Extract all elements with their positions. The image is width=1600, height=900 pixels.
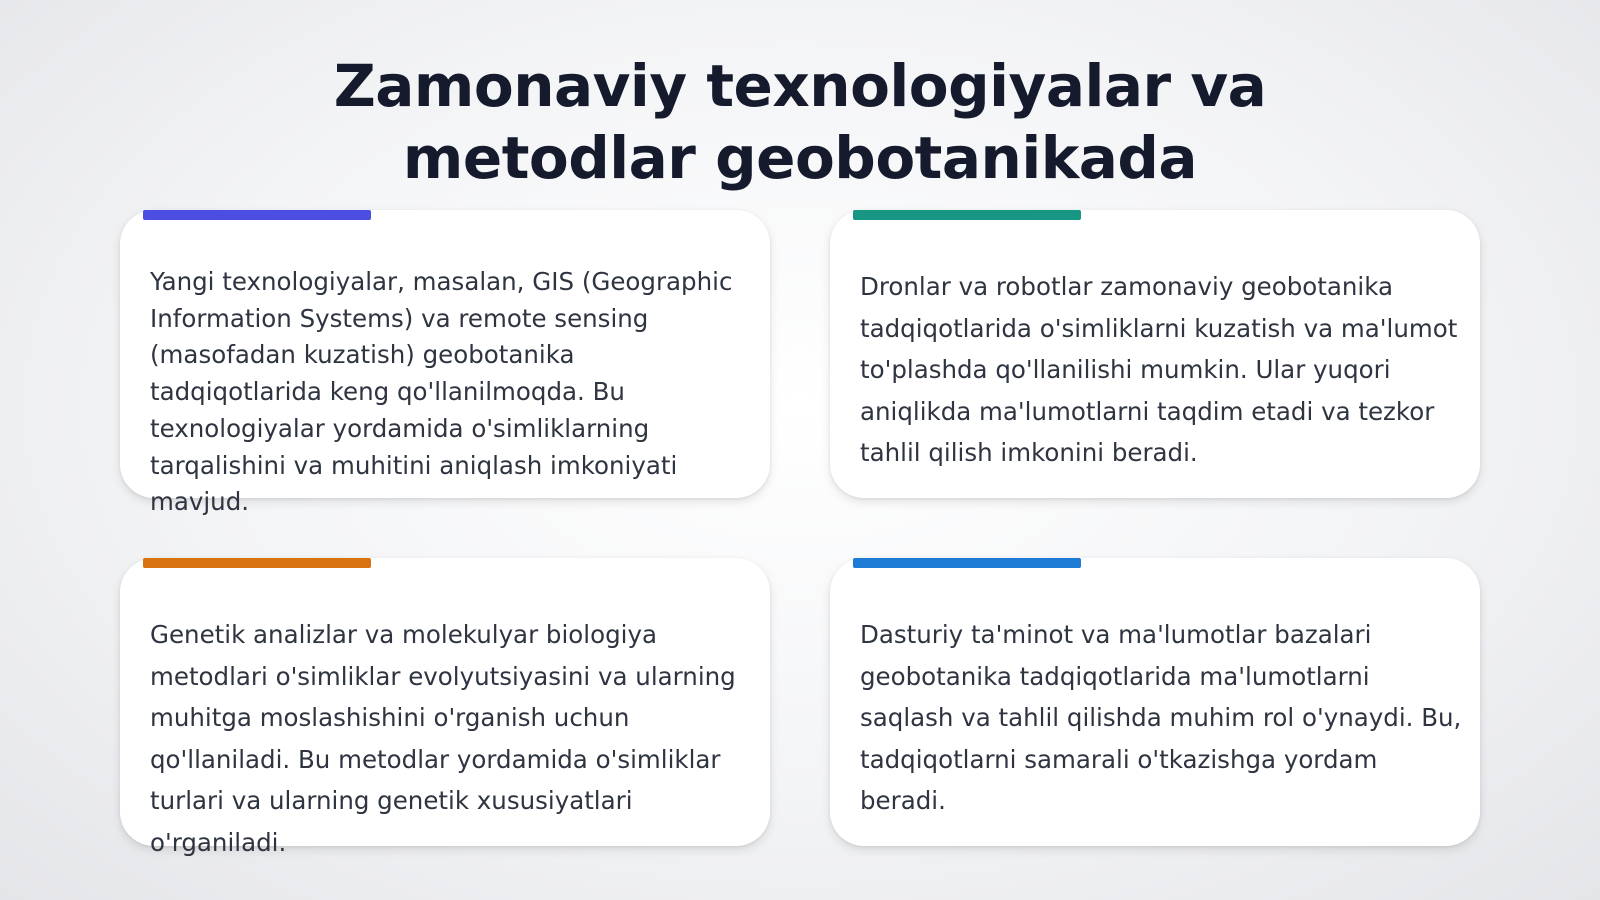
card-2-accent-bar — [853, 210, 1081, 220]
card-1-text: Yangi texnologiyalar, masalan, GIS (Geographic Information Systems) va remote sensing (masofadan kuzatish) geobotanika tadqiqotlarida keng qo'llanilmoqda. Bu texnologiyalar yordamida o'simliklarning tarqalishini va muhitini aniqlash imkoniyati mavjud. — [150, 267, 733, 517]
card-3-accent-bar — [143, 558, 371, 568]
card-3-text: Genetik analizlar va molekulyar biologiya metodlari o'simliklar evolyutsiyasini va ularning muhitga moslashishini o'rganish uchun qo'llaniladi. Bu metodlar yordamida o'simliklar turlari va ularning genetik xususiyatlari o'rganiladi. — [150, 620, 736, 857]
card-2-text: Dronlar va robotlar zamonaviy geobotanika tadqiqotlarida o'simliklarni kuzatish va ma'lumot to'plashda qo'llanilishi mumkin. Ular yuqori aniqlikda ma'lumotlarni taqdim etadi va tezkor tahlil qilish imkonini beradi. — [860, 272, 1458, 468]
card-4-text: Dasturiy ta'minot va ma'lumotlar bazalari geobotanika tadqiqotlarida ma'lumotlarni saqlash va tahlil qilishda muhim rol o'ynaydi. Bu, tadqiqotlarni samarali o'tkazishga yordam beradi. — [860, 620, 1462, 816]
card-1-accent-bar — [143, 210, 371, 220]
card-4-accent-bar — [853, 558, 1081, 568]
slide-title: Zamonaviy texnologiyalar va metodlar geobotanikada — [333, 52, 1267, 192]
